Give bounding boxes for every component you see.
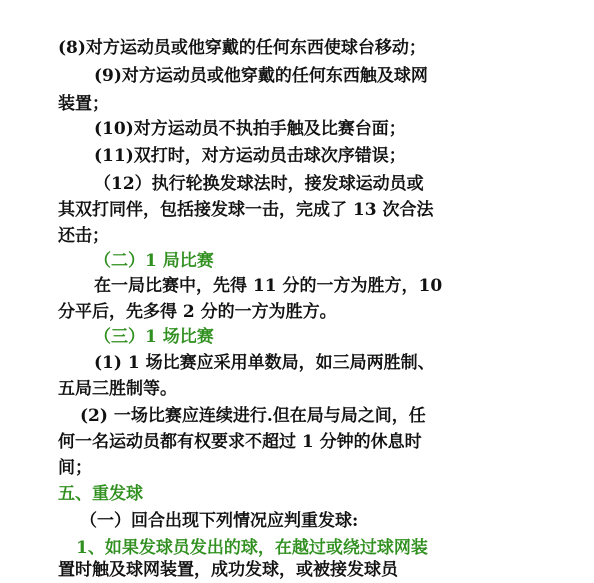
rule-item-8: (8)对方运动员或他穿戴的任何东西使球台移动； xyxy=(58,38,426,58)
let-rule-1-line-2-cut: 置时触及球网装置，成功发球，或被接发球员 xyxy=(58,560,398,580)
paragraph-one-game-line-2: 分平后，先多得 2 分的一方为胜方。 xyxy=(58,302,337,322)
match-rule-2-line-2: 何一名运动员都有权要求不超过 1 分钟的休息时 xyxy=(58,432,422,452)
section-heading-one-match: （三）1 场比赛 xyxy=(94,327,214,347)
rule-item-11: (11)双打时，对方运动员击球次序错误； xyxy=(94,146,406,166)
rule-item-9-line-1: (9)对方运动员或他穿戴的任何东西触及球网 xyxy=(94,66,428,86)
section-heading-one-game: （二）1 局比赛 xyxy=(94,251,214,271)
section-heading-let: 五、重发球 xyxy=(58,484,143,504)
match-rule-1-line-2: 五局三胜制等。 xyxy=(58,379,177,399)
rule-item-9-line-2: 装置； xyxy=(58,94,109,114)
paragraph-one-game-line-1: 在一局比赛中，先得 11 分的一方为胜方，10 xyxy=(94,276,443,296)
rule-item-12-line-3: 还击； xyxy=(58,226,109,246)
rule-item-12-line-1: （12）执行轮换发球法时，接发球运动员或 xyxy=(94,174,424,194)
match-rule-2-line-1: (2) 一场比赛应连续进行.但在局与局之间，任 xyxy=(80,406,426,426)
let-subheading: （一）回合出现下列情况应判重发球: xyxy=(80,511,359,531)
let-rule-1-line-1: 1、如果发球员发出的球，在越过或绕过球网装 xyxy=(76,538,428,558)
rule-item-12-line-2: 其双打同伴，包括接发球一击，完成了 13 次合法 xyxy=(58,200,434,220)
match-rule-1-line-1: (1) 1 场比赛应采用单数局，如三局两胜制、 xyxy=(94,353,435,373)
match-rule-2-line-3: 间； xyxy=(58,458,92,478)
rule-item-10: (10)对方运动员不执拍手触及比赛台面； xyxy=(94,119,406,139)
